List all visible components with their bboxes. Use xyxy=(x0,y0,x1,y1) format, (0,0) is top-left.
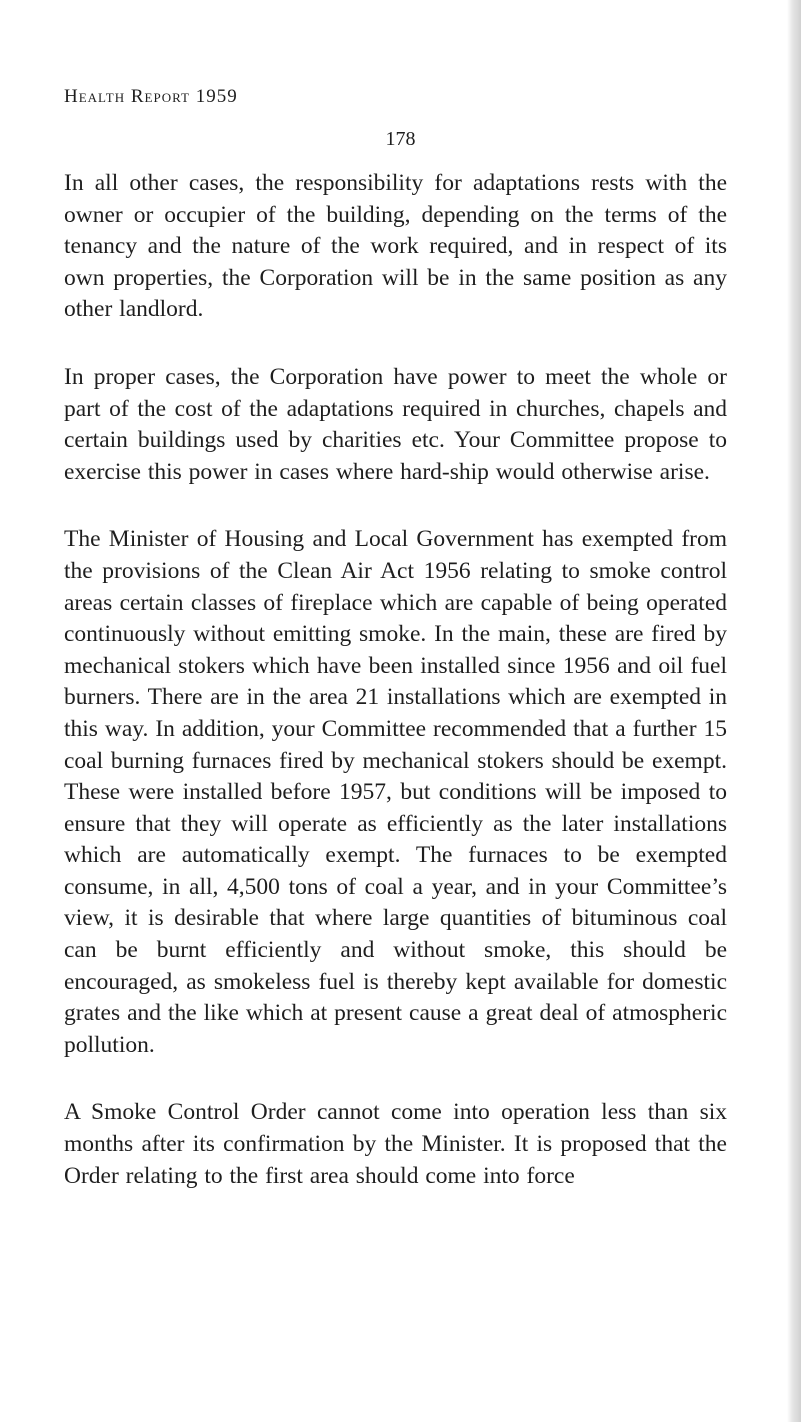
body-text xyxy=(64,168,727,1228)
paragraph-adaptations-responsibility: In all other cases, the responsibility for adaptations rests with the owner or occupier of the building, depending on the terms of the tenancy and the nature of the work required, and in respect of its own properties, the Corporation will be in the same position as any other landlord. xyxy=(64,170,727,323)
paragraph-corporation-power: In proper cases, the Corporation have power to meet the whole or part of the cost of the adaptations required in churches, chapels and certain buildings used by charities etc. Your Committee propose to exercise this power in cases where hard-ship would otherwise arise. xyxy=(64,363,727,485)
page-number: 178 xyxy=(385,128,416,150)
page-edge-shadow xyxy=(787,0,801,1422)
paragraph-smoke-control-order: A Smoke Control Order cannot come into operation less than six months after its confirmation by the Minister. It is proposed that the Order relating to the first area should come into force xyxy=(64,1099,727,1189)
running-title: Health Report 1959 xyxy=(64,86,238,107)
paragraph-minister-exemptions: The Minister of Housing and Local Government has exempted from the provisions of the Clean Air Act 1956 relating to smoke control areas certain classes of fireplace which are capable of being operated continuously without emitting smoke. In the main, these are fired by mechanical stokers which have been installed since 1956 and oil fuel burners. There are in the area 21 installations which are exempted in this way. In addition, your Committee recommended that a further 15 coal burning furnaces fired by mechanical stokers should be exempt. These were installed before 1957, but conditions will be imposed to ensure that they will operate as efficiently as the later installations which are automatically exempt. The furnaces to be exempted consume, in all, 4,500 tons of coal a year, and in your Committee’s view, it is desirable that where large quantities of bituminous coal can be burnt efficiently and without smoke, this should be encouraged, as smokeless fuel is thereby kept available for domestic grates and the like which at present cause a great deal of atmospheric pollution. xyxy=(64,526,727,1058)
